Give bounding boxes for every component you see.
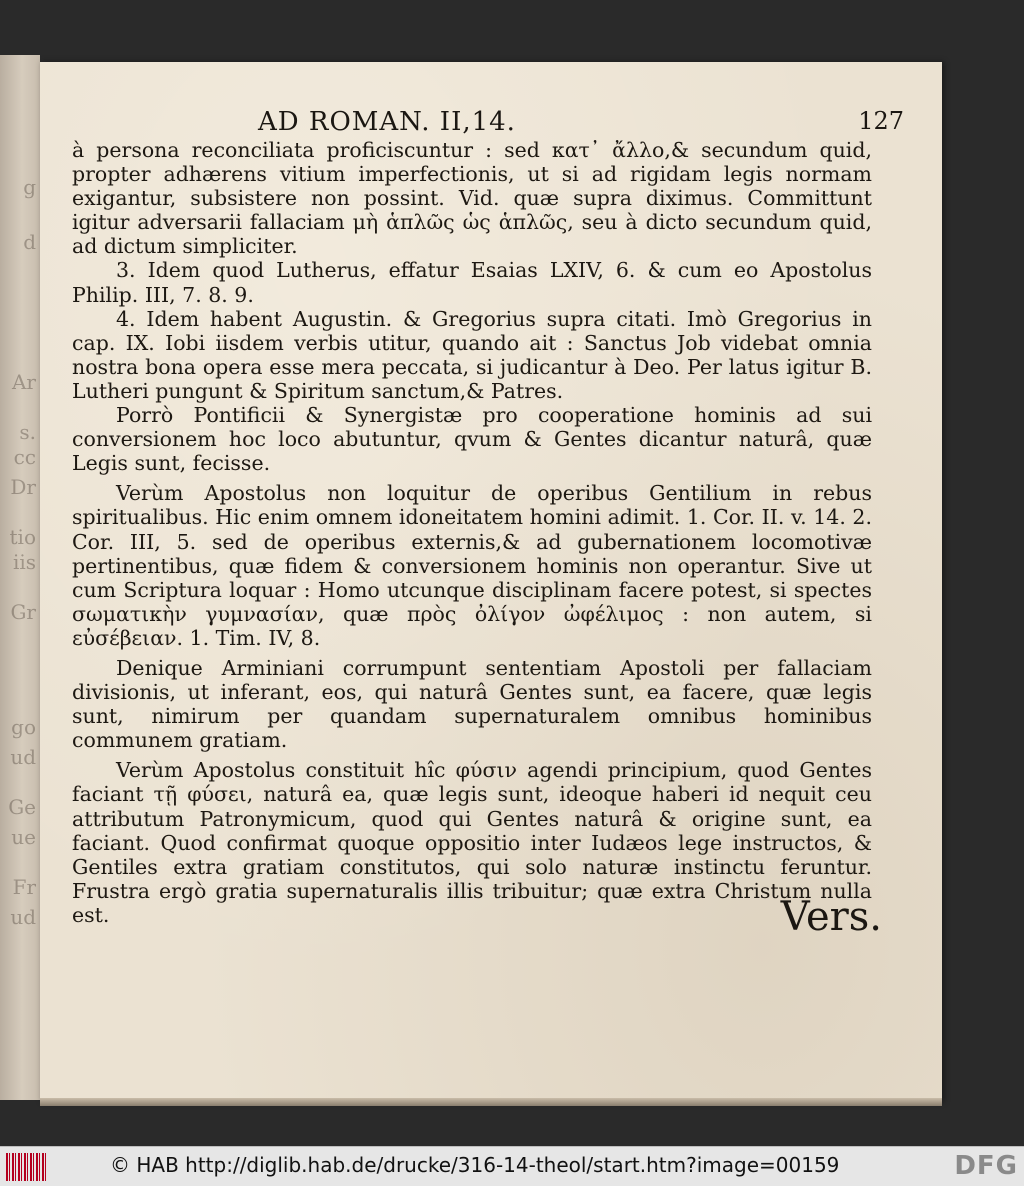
running-head — [40, 107, 942, 141]
footer-bar — [0, 1146, 1024, 1186]
catchword: Vers. — [780, 894, 882, 940]
page-text — [72, 138, 872, 927]
paragraph-6: Denique Arminiani corrumpunt sententiam Apostoli per fallaciam divisionis, ut inferant, eos, qui naturâ Gentes sunt, ea facere, quæ legis sunt, nimirum per quandam supernaturalem omnibus hominibus communem gratiam. — [72, 655, 872, 753]
paragraph-2: 3. Idem quod Lutherus, effatur Esaias LXIV, 6. & cum eo Apostolus Philip. III, 7. 8. 9. — [72, 258, 872, 307]
book-page — [40, 62, 942, 1102]
previous-page-edge: g d Ar s. cc Dr tio iis Gr go ud Ge ue Fr ud — [0, 55, 40, 1100]
paragraph-5: Verùm Apostolus non loquitur de operibus Gentilium in rebus spiritualibus. Hic enim omnem idoneitatem homini adimit. 1. Cor. II. v. 14. 2. Cor. III, 5. sed de operibus externis,& ad gubernationem locomotivæ pertinentibus, quæ fidem & conversionem hominis non operantur. Sive ut cum Scriptura loquar : Homo utcunque disciplinam facere potest, si spectes σωματικὴν γυμνασίαν, quæ πρὸς ὀλίγον ὠφέλιμος : non autem, si εὐσέβειαν. 1. Tim. IV, 8. — [72, 481, 872, 650]
paragraph-4: Porrò Pontificii & Synergistæ pro cooperatione hominis ad sui conversionem hoc loco abutuntur, qvum & Gentes dicantur naturâ, quæ Legis sunt, fecisse. — [72, 403, 872, 476]
paragraph-3: 4. Idem habent Augustin. & Gregorius supra citati. Imò Gregorius in cap. IX. Iobi iisdem verbis utitur, quando ait : Sanctus Job videbat omnia nostra bona opera esse mera peccata, si judicantur à Deo. Per latus igitur B. Lutheri pungunt & Spiritum sanctum,& Patres. — [72, 306, 872, 403]
dfg-logo: DFG — [954, 1151, 1018, 1181]
running-title: AD ROMAN. II,14. — [258, 107, 516, 137]
barcode-icon — [6, 1153, 46, 1181]
paragraph-7: Verùm Apostolus constituit hîc φύσιν agendi principium, quod Gentes faciant τῇ φύσει, naturâ ea, quæ legis sunt, ideoque haberi id nequit ceu attributum Patronymicum, quod qui Gentes naturâ & origine sunt, ea faciant. Quod confirmat quoque oppositio inter Iudæos lege instructos, & Gentiles extra gratiam constitutos, qui solo naturæ instinctu feruntur. Frustra ergò gratia supernaturalis illis tribuitur; quæ extra Christum nulla est. — [72, 758, 872, 927]
citation-link[interactable]: © HAB http://diglib.hab.de/drucke/316-14-theol/start.htm?image=00159 — [110, 1153, 840, 1177]
page-bottom-edge — [40, 1098, 942, 1106]
paragraph-1: à persona reconciliata proficiscuntur : sed κατ᾽ ἄλλο,& secundum quid, propter adhærens vitium imperfectionis, ut si ad rigidam legis normam exigantur, subsistere non possint. Vid. quæ supra diximus. Committunt igitur adversarii fallaciam μὴ ἁπλῶς ὡς ἁπλῶς, seu à dicto secundum quid, ad dictum simpliciter. — [72, 138, 872, 259]
page-number: 127 — [858, 107, 904, 135]
